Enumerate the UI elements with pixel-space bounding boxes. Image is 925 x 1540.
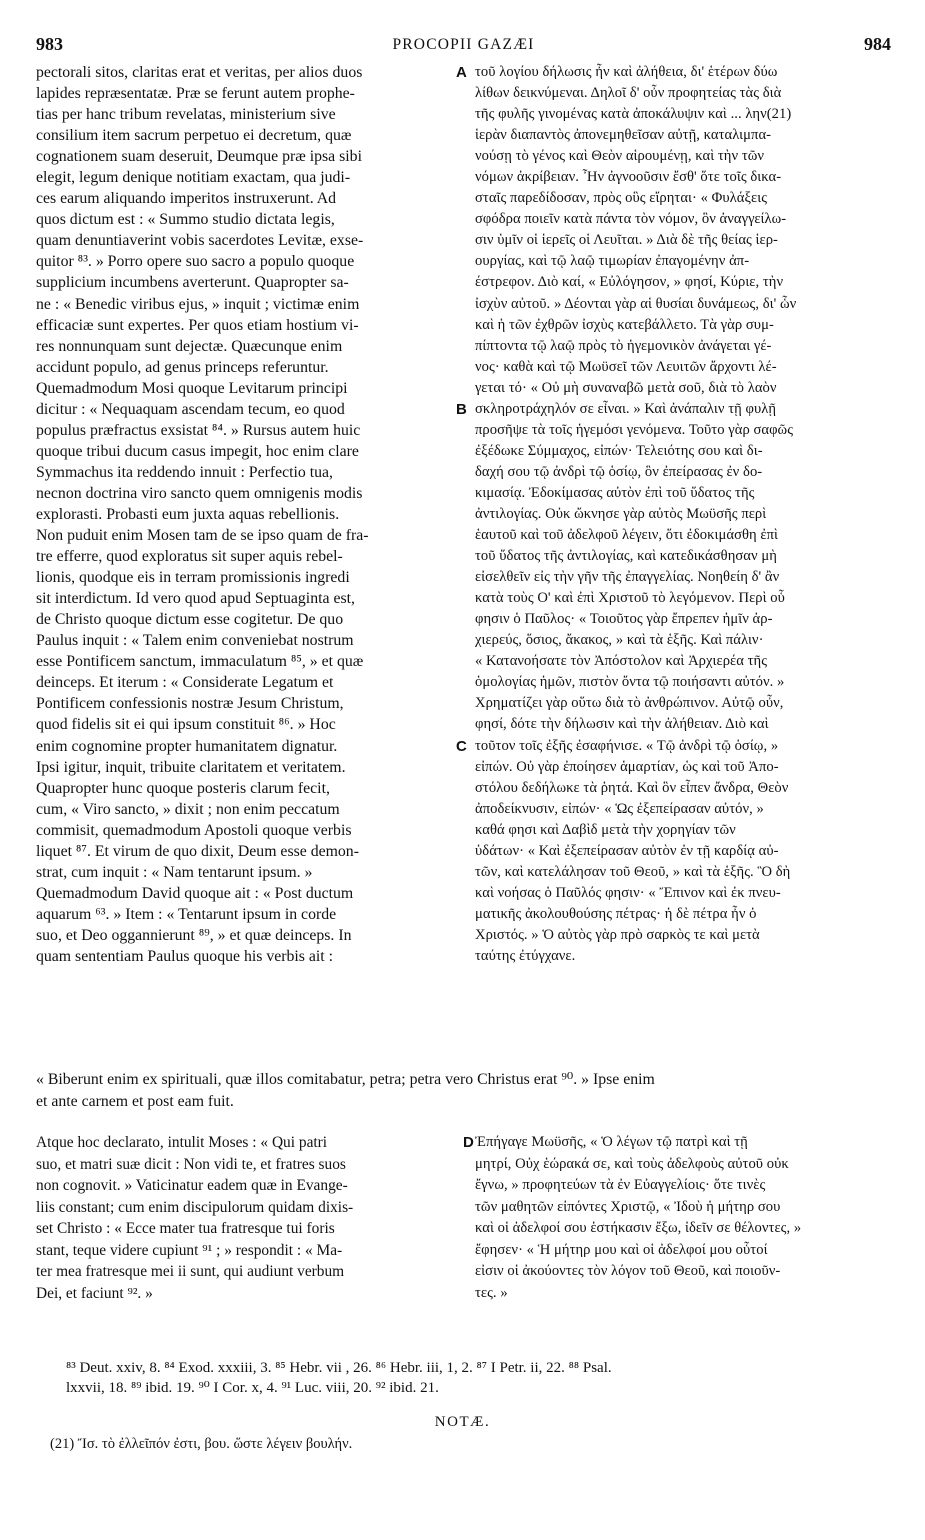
text-line: efficaciæ sunt expertes. Per quos etiam hostium vi-	[36, 316, 359, 334]
text-line: τοῦ λογίου δήλωσις ἦν καὶ ἀλήθεια, δι' ἑτέρων δύω	[475, 64, 778, 80]
notes-heading: NOTÆ.	[434, 1414, 491, 1430]
text-line: quam sententiam Paulus quoque his verbis ait :	[36, 947, 334, 965]
section-marker-b: B	[456, 401, 467, 418]
text-line: quos dictum est : « Summo studio dictata legis,	[36, 211, 335, 229]
text-line: quoque tribui ducum casus impegit, hoc enim clare	[36, 442, 359, 460]
text-line: ἐξέδωκε Σύμμαχος, εἰπών· Τελειότης σου καὶ δι-	[475, 442, 763, 459]
text-line: et ante carnem et post eam fuit.	[36, 1093, 234, 1110]
text-line: lxxvii, 18. ⁸⁹ ibid. 19. ⁹⁰ I Cor. x, 4. ⁹¹ Luc. viii, 20. ⁹² ibid. 21.	[66, 1380, 439, 1396]
text-line: τοῦτον τοῖς ἐξῆς ἐσαφήνισε. « Τῷ ἀνδρὶ τῷ ὁσίῳ, »	[475, 737, 779, 754]
text-line: liquet ⁸⁷. Et virum de quo dixit, Deum esse demon-	[36, 842, 359, 860]
text-line: liis constant; cum enim discipulorum quidam dixis-	[36, 1198, 354, 1216]
greek-column-lower	[475, 1132, 895, 1304]
text-line: suo, et matri suæ dicit : Non vidi te, et fratres suos	[36, 1155, 346, 1173]
latin-column-upper	[36, 62, 458, 967]
text-line: res nonnunquam sunt dejectæ. Quæcunque enim	[36, 337, 343, 355]
text-line: elegit, legum denique notitiam exactam, qua judi-	[36, 169, 351, 187]
text-line: εἰσελθεῖν εἰς τὴν γῆν τῆς ἐπαγγελίας. Νοηθείη δ' ἂν	[475, 569, 780, 586]
text-line: deinceps. Et iterum : « Considerate Legatum et	[36, 674, 334, 692]
text-line: ἰσχὺν αὐτοῦ. » Δέονται γὰρ αἱ θυσίαι δυνάμεως, δι' ὧν	[475, 295, 797, 312]
text-line: στόλου δεδήλωκε τὰ ῥητά. Καὶ ὃν εἶπεν ἄνδρα, Θεὸν	[475, 779, 789, 796]
text-line: μητρί, Οὐχ ἑώρακά σε, καὶ τοὺς ἀδελφοὺς αὐτοῦ οὐκ	[475, 1155, 789, 1172]
text-line: Ἐπήγαγε Μωϋσῆς, « Ὁ λέγων τῷ πατρὶ καὶ τῇ	[475, 1134, 748, 1150]
text-line: Pontificem confessionis nostræ Jesum Christum,	[36, 695, 344, 713]
text-line: populus præfractus exsistat ⁸⁴. » Rursus autem huic	[36, 421, 361, 439]
text-line: κατὰ τοὺς Ο' καὶ ἐπὶ Χριστοῦ τὸ λεγόμενον. Περὶ οὗ	[475, 590, 785, 607]
text-line: Χρηματίζει γὰρ οὕτω διὰ τὸ ἀνθρώπινον. Αὐτῷ οὖν,	[475, 695, 784, 712]
text-line: Quapropter hunc quoque posteris clarum fecit,	[36, 779, 330, 797]
text-line: σιν ὑμῖν οἱ ἱερεῖς οἱ Λευῖται. » Διὰ δὲ τῆς θείας ἱερ-	[475, 232, 778, 249]
text-line: ὁμολογίας ἡμῶν, πιστὸν ὄντα τῷ ποιήσαντι αὐτόν. »	[475, 674, 785, 691]
text-line: pectorali sitos, claritas erat et veritas, per alios duos	[36, 64, 363, 81]
text-line: γεται τό· « Οὐ μὴ συναναβῶ μετὰ σοῦ, διὰ τὸ λαὸν	[475, 379, 777, 396]
text-line: cum, « Viro sancto, » dixit ; non enim peccatum	[36, 800, 340, 818]
text-line: « Κατανοήσατε τὸν Ἀπόστολον καὶ Ἀρχιερέα τῆς	[475, 653, 768, 670]
text-line: τῶν μαθητῶν εἰπόντες Χριστῷ, « Ἰδοὺ ἡ μήτηρ σου	[475, 1198, 781, 1215]
text-line: ὑδάτων· « Καὶ ἐξεπείρασαν αὐτὸν ἐν τῇ καρδίᾳ αὐ-	[475, 842, 779, 859]
text-line: καὶ νοήσας ὁ Παῦλός φησιν· « Ἔπινον καὶ ἐκ πνευ-	[475, 884, 781, 901]
text-line: « Biberunt enim ex spirituali, quæ illos comitabatur, petra; petra vero Christus erat ⁹⁰. » Ipse enim	[36, 1071, 655, 1088]
text-line: νος· καθὰ καὶ τῷ Μωϋσεῖ τῶν Λευιτῶν ἄρχοντι λέ-	[475, 358, 777, 375]
text-line: tias per hanc tribum revelatas, ministerium sive	[36, 106, 336, 124]
text-line: sit interdictum. Id vero quod apud Septuaginta est,	[36, 590, 355, 608]
text-line: Χριστός. » Ὁ αὐτὸς γὰρ πρὸ σαρκὸς τε καὶ μετὰ	[475, 926, 760, 943]
text-line: έστρεφον. Διὸ καί, « Εὐλόγησον, » φησί, Κύριε, τὴν	[475, 274, 784, 291]
text-line: δαχή σου τῷ ἀνδρὶ τῷ ὁσίῳ, ὃν ἐπείρασας ἐν δο-	[475, 463, 763, 480]
text-line: ουργίας, καὶ τῷ λαῷ τιμωρίαν ἐπαγομένην ἀπ-	[475, 253, 750, 270]
text-line: φησί, δότε τὴν δήλωσιν καὶ τὴν ἀλήθειαν. Διὸ καὶ	[475, 716, 769, 733]
text-line: Symmachus ita reddendo innuit : Perfectio tua,	[36, 463, 334, 481]
text-line: necnon doctrina viro sancto quem omnigenis modis	[36, 484, 363, 502]
text-line: aquarum ⁶³. » Item : « Tentarunt ipsum in corde	[36, 905, 337, 923]
text-line: νόμων ἀκρίβειαν. Ἦν ἀγνοοῦσιν ἔσθ' ὅτε τοῖς δικα-	[475, 169, 782, 186]
text-line: ταύτης ἐτύγχανε.	[475, 947, 576, 964]
text-line: esse Pontificem sanctum, immaculatum ⁸⁵, » et quæ	[36, 653, 364, 671]
text-line: τῆς φυλῆς γινομένας κατὰ ἀποκάλυψιν καὶ ... λην(21)	[475, 106, 792, 123]
text-line: προσῆψε τὰ τοῖς ἡγεμόσι γενόμενα. Τοῦτο γὰρ σαφῶς	[475, 421, 794, 438]
running-title: PROCOPII GAZÆI	[392, 36, 535, 53]
text-line: Dei, et faciunt ⁹². »	[36, 1284, 153, 1302]
text-line: accidunt populo, ad genus princeps referuntur.	[36, 358, 329, 376]
text-line: quitor ⁸³. » Porro opere suo sacro a populo quoque	[36, 253, 355, 271]
text-line: ἀποδείκνυσιν, εἰπών· « Ὡς ἐξεπείρασαν αὐτόν, »	[475, 800, 764, 817]
text-line: λίθων δεικνύμεναι. Δηλοῖ δ' οὖν προφητείας τὰς διὰ	[475, 85, 782, 102]
text-line: ⁸³ Deut. xxiv, 8. ⁸⁴ Exod. xxxiii, 3. ⁸⁵ Hebr. vii , 26. ⁸⁶ Hebr. iii, 1, 2. ⁸⁷ I Petr. ii, 22. ⁸⁸ Psal.	[66, 1360, 612, 1376]
text-line: νούσῃ τὸ γένος καὶ Θεὸν αἱρουμένῃ, καὶ τὴν τῶν	[475, 148, 765, 165]
text-line: ἔφησεν· « Ἡ μήτηρ μου καὶ οἱ ἀδελφοί μου οὗτοί	[475, 1241, 768, 1258]
text-line: quam denuntiaverint vobis sacerdotes Levitæ, exse-	[36, 232, 364, 250]
text-line: ἔγνω, » προφητεύων τὰ ἐν Εὐαγγελίοις· ὅτε τινὲς	[475, 1177, 766, 1193]
text-line: supplicium incumbens averterunt. Quapropter sa-	[36, 274, 349, 292]
text-line: consilium item sacrum perpetuo ei decretum, quæ	[36, 127, 352, 145]
text-line: suo, et Deo oggannierunt ⁸⁹, » et quæ deinceps. In	[36, 926, 352, 944]
text-line: non cognovit. » Vaticinatur eadem quæ in Evange-	[36, 1177, 348, 1194]
text-line: εἰσιν οἱ ἀκούοντες τὸν λόγον τοῦ Θεοῦ, καὶ ποιοῦν-	[475, 1263, 781, 1279]
text-line: ἀντιλογίας. Οὐκ ὤκνησε γὰρ αὐτὸς Μωϋσῆς περὶ	[475, 505, 767, 522]
text-line: cognationem suam deseruit, Deumque præ ipsa sibi	[36, 148, 362, 166]
text-line: Non puduit enim Mosen tam de se ipso quam de fra-	[36, 527, 369, 545]
text-line: τες. »	[475, 1284, 508, 1301]
text-line: strat, cum inquit : « Nam tentarunt ipsum. »	[36, 863, 313, 881]
text-line: quod fidelis sit ei qui ipsum constituit ⁸⁶. » Hoc	[36, 716, 336, 734]
text-line: set Christo : « Ecce mater tua fratresque tui foris	[36, 1220, 335, 1237]
text-line: Quemadmodum David quoque ait : « Post ductum	[36, 884, 354, 902]
text-line: ne : « Benedic viribus ejus, » inquit ; victimæ enim	[36, 295, 360, 313]
text-line: σκληροτράχηλόν σε εἶναι. » Καὶ ἀνάπαλιν τῇ φυλῇ	[475, 400, 777, 417]
text-line: πίπτοντα τῷ λαῷ πρὸς τὸ ἡγεμονικὸν ἀνάγεται γέ-	[475, 337, 772, 354]
text-line: εἰπών. Οὐ γὰρ ἐποίησεν ἁμαρτίαν, ὡς καὶ τοῦ Ἀπο-	[475, 758, 779, 775]
text-line: καθά φησι καὶ Δαβὶδ μετὰ τὴν χορηγίαν τῶν	[475, 821, 736, 838]
text-line: Atque hoc declarato, intulit Moses : « Qui patri	[36, 1134, 328, 1151]
text-line: ἑαυτοῦ καὶ τοῦ ἀδελφοῦ λέγειν, ὅτι ἐδοκιμάσθη ἐπὶ	[475, 527, 778, 544]
text-line: stant, teque videre cupiunt ⁹¹ ; » respondit : « Ma-	[36, 1241, 343, 1259]
section-marker-c: C	[456, 738, 467, 755]
text-line: ter mea fratresque mei ii sunt, qui audiunt verbum	[36, 1263, 345, 1280]
page-number-left: 983	[36, 34, 63, 54]
text-line: enim cognomine propter humanitatem dignatur.	[36, 737, 338, 755]
page-number-right: 984	[864, 34, 891, 54]
text-line: φησιν ὁ Παῦλος· « Τοιοῦτος γὰρ ἔπρεπεν ἡμῖν ἀρ-	[475, 611, 773, 628]
text-line: κιμασίᾳ. Ἐδοκίμασας αὐτὸν ἐπὶ τοῦ ὕδατος τῆς	[475, 484, 755, 501]
text-line: τῶν, καὶ κατελάλησαν τοῦ Θεοῦ, » καὶ τὰ ἑξῆς. Ὃ δὴ	[475, 863, 791, 880]
text-line: καὶ οἱ ἀδελφοί σου ἑστήκασιν ἔξω, ἰδεῖν σε θέλοντες, »	[475, 1220, 802, 1236]
text-line: σφόδρα ποιεῖν κατὰ πάντα τὸν νόμον, ὃν ἀναγγείλω-	[475, 211, 787, 228]
text-line: lionis, quodque eis in terram promissionis ingredi	[36, 569, 350, 587]
scripture-references	[66, 1358, 896, 1398]
note-21: (21) Ἴσ. τὸ ἐλλεῖπόν ἐστι, βου. ὥστε λέγειν βουλήν.	[50, 1436, 353, 1452]
text-line: lapides repræsentatæ. Præ se ferunt autem prophe-	[36, 85, 355, 103]
text-line: σταῖς παρεδίδοσαν, πρὸς οὓς εἴρηται· « Φυλάξεις	[475, 190, 768, 207]
text-line: ἱερὰν διαπαντὸς ἀπονεμηθεῖσαν αὐτῇ, καταλιμπα-	[475, 127, 772, 144]
text-line: Quemadmodum Mosi quoque Levitarum principi	[36, 379, 348, 397]
full-width-paragraph	[36, 1069, 894, 1113]
page-header	[36, 34, 891, 58]
text-line: tre efferre, quod exploratus sit super aquis rebel-	[36, 548, 343, 566]
section-marker-d: D	[463, 1134, 474, 1151]
text-line: τοῦ ὕδατος τῆς ἀντιλογίας, καὶ κατεδικάσθησαν μὴ	[475, 548, 777, 565]
text-line: χιερεύς, ὅσιος, ἄκακος, » καὶ τὰ ἑξῆς. Καὶ πάλιν·	[475, 632, 764, 649]
text-line: de Christo quoque dictum esse cogitetur. De quo	[36, 611, 344, 629]
text-line: ces earum aliquando imperitos instruxerunt. Ad	[36, 190, 337, 208]
text-line: explorasti. Probasti eum juxta aquas rebellionis.	[36, 505, 340, 523]
text-line: commisit, quemadmodum Apostoli quoque verbis	[36, 821, 352, 839]
greek-column-upper	[475, 62, 895, 967]
text-line: καὶ ἡ τῶν ἐχθρῶν ἰσχὺς κατεβάλλετο. Τὰ γὰρ συμ-	[475, 316, 774, 333]
latin-column-lower	[36, 1132, 458, 1304]
text-line: ματικῆς ἀκολουθούσης πέτρας· ἡ δὲ πέτρα ἦν ὁ	[475, 905, 757, 922]
section-marker-a: A	[456, 64, 467, 81]
text-line: Ipsi igitur, inquit, tribuite claritatem et veritatem.	[36, 758, 346, 776]
text-line: dicitur : « Nequaquam ascendam tecum, eo quod	[36, 400, 345, 418]
text-line: Paulus inquit : « Talem enim conveniebat nostrum	[36, 632, 354, 650]
